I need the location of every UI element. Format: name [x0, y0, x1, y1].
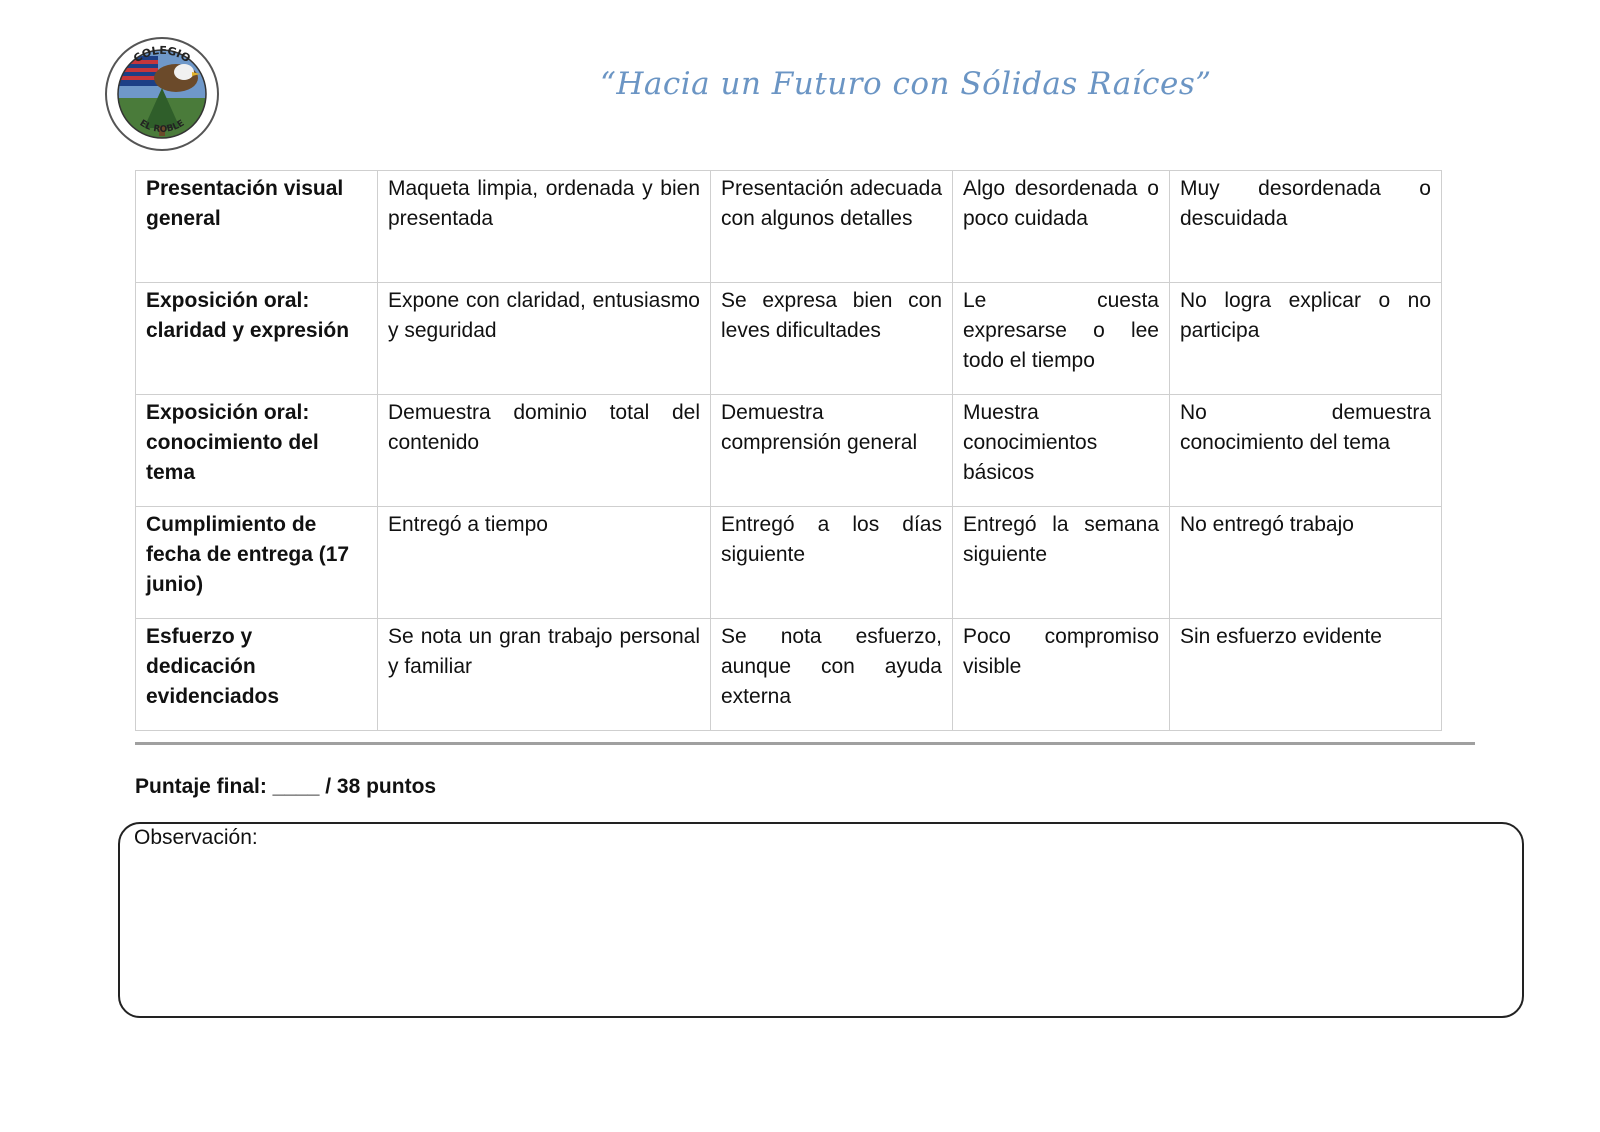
- criterion-cell: Esfuerzo y dedicación evidenciados: [136, 619, 378, 731]
- level-cell: Entregó la semana siguiente: [953, 507, 1170, 619]
- level-cell: Se nota esfuerzo, aunque con ayuda externa: [711, 619, 953, 731]
- logo-bottom-text: EL ROBLE: [137, 118, 187, 135]
- level-cell: Demuestra comprensión general: [711, 395, 953, 507]
- rubric-table: [135, 170, 1442, 731]
- level-cell: Sin esfuerzo evidente: [1170, 619, 1442, 731]
- level-cell: Poco compromiso visible: [953, 619, 1170, 731]
- level-cell: Expone con claridad, entusiasmo y seguridad: [378, 283, 711, 395]
- observation-box[interactable]: [118, 822, 1524, 1018]
- school-logo: [104, 36, 220, 152]
- rubric-row: [136, 395, 1442, 507]
- level-cell: Maqueta limpia, ordenada y bien presentada: [378, 171, 711, 283]
- level-cell: No entregó trabajo: [1170, 507, 1442, 619]
- rubric-row: [136, 619, 1442, 731]
- level-cell: Entregó a tiempo: [378, 507, 711, 619]
- level-cell: Algo desordenada o poco cuidada: [953, 171, 1170, 283]
- level-cell: Le cuesta expresarse o lee todo el tiempo: [953, 283, 1170, 395]
- final-score: Puntaje final: ____ / 38 puntos: [135, 775, 437, 798]
- level-cell: No logra explicar o no participa: [1170, 283, 1442, 395]
- level-cell: Se expresa bien con leves dificultades: [711, 283, 953, 395]
- observation-label: Observación:: [134, 826, 258, 849]
- level-cell: Entregó a los días siguiente: [711, 507, 953, 619]
- level-cell: Muestra conocimientos básicos: [953, 395, 1170, 507]
- level-cell: Demuestra dominio total del contenido: [378, 395, 711, 507]
- criterion-cell: Exposición oral: conocimiento del tema: [136, 395, 378, 507]
- rubric-row: [136, 283, 1442, 395]
- logo-top-text: COLEGIO: [131, 43, 193, 66]
- level-cell: Muy desordenada o descuidada: [1170, 171, 1442, 283]
- criterion-cell: Cumplimiento de fecha de entrega (17 junio): [136, 507, 378, 619]
- criterion-cell: Exposición oral: claridad y expresión: [136, 283, 378, 395]
- level-cell: Se nota un gran trabajo personal y familiar: [378, 619, 711, 731]
- rubric-row: [136, 507, 1442, 619]
- school-motto: “Hacia un Futuro con Sólidas Raíces”: [600, 66, 1212, 102]
- level-cell: Presentación adecuada con algunos detalles: [711, 171, 953, 283]
- rubric-row: [136, 171, 1442, 283]
- criterion-cell: Presentación visual general: [136, 171, 378, 283]
- horizontal-divider: [135, 742, 1475, 745]
- level-cell: No demuestra conocimiento del tema: [1170, 395, 1442, 507]
